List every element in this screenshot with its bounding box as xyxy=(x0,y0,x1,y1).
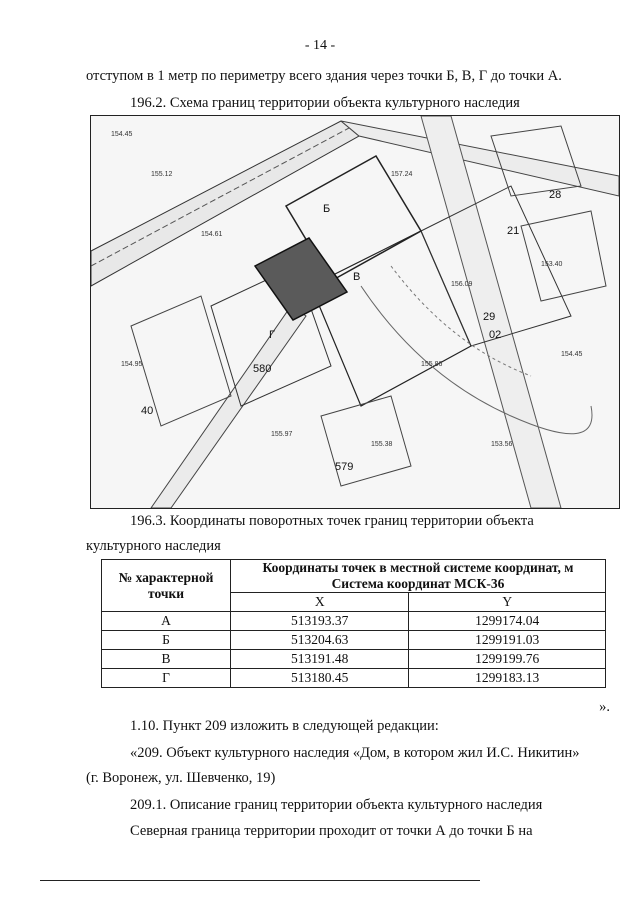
table-subheader-y: Y xyxy=(409,593,606,612)
svg-text:154.45: 154.45 xyxy=(111,131,133,138)
svg-text:155.86: 155.86 xyxy=(421,361,443,368)
table-cell-x: 513193.37 xyxy=(231,612,409,631)
table-cell-point: Б xyxy=(102,631,231,650)
table-row xyxy=(102,650,606,669)
table-cell-x: 513180.45 xyxy=(231,669,409,688)
map-label-point-g: Г xyxy=(269,329,275,341)
table-cell-y: 1299191.03 xyxy=(409,631,606,650)
svg-text:157.24: 157.24 xyxy=(391,171,413,178)
map-label-point-v: В xyxy=(353,271,361,283)
map-label-28: 28 xyxy=(549,189,562,201)
map-label-02: 02 xyxy=(489,329,502,341)
table-cell-y: 1299183.13 xyxy=(409,669,606,688)
item-209-address: (г. Воронеж, ул. Шевченко, 19) xyxy=(86,770,276,786)
map-label-40: 40 xyxy=(141,405,154,417)
map-label-point-b: Б xyxy=(323,203,331,215)
table-row xyxy=(102,631,606,650)
map-label-580: 580 xyxy=(253,363,272,375)
coords-caption-1: 196.3. Координаты поворотных точек границ территории объекта xyxy=(130,513,534,529)
map-label-21: 21 xyxy=(507,225,520,237)
table-header-coords: Координаты точек в местной системе координат, м Система координат МСК-36 xyxy=(231,560,606,593)
footer-rule xyxy=(40,880,480,881)
description-heading: 209.1. Описание границ территории объекта культурного наследия xyxy=(130,797,543,813)
table-row xyxy=(102,669,606,688)
svg-text:155.97: 155.97 xyxy=(271,431,293,438)
cadastral-map xyxy=(90,115,620,509)
coordinates-table xyxy=(101,559,606,688)
svg-text:156.09: 156.09 xyxy=(451,281,473,288)
svg-text:153.56: 153.56 xyxy=(491,441,513,448)
map-label-579: 579 xyxy=(335,461,354,473)
svg-text:154.45: 154.45 xyxy=(561,351,583,358)
table-row xyxy=(102,612,606,631)
table-header-point: № характерной точки xyxy=(102,560,231,612)
table-subheader-x: X xyxy=(231,593,409,612)
coords-caption-2: культурного наследия xyxy=(86,538,221,554)
closing-quote: ». xyxy=(599,699,610,715)
table-cell-x: 513191.48 xyxy=(231,650,409,669)
table-cell-point: Г xyxy=(102,669,231,688)
table-cell-y: 1299199.76 xyxy=(409,650,606,669)
table-cell-point: А xyxy=(102,612,231,631)
svg-text:154.61: 154.61 xyxy=(201,231,223,238)
page-number: - 14 - xyxy=(304,38,336,53)
svg-text:155.38: 155.38 xyxy=(371,441,393,448)
table-cell-point: В xyxy=(102,650,231,669)
map-label-29: 29 xyxy=(483,311,496,323)
svg-text:154.95: 154.95 xyxy=(121,361,143,368)
svg-text:153.40: 153.40 xyxy=(541,261,563,268)
svg-text:155.12: 155.12 xyxy=(151,171,173,178)
item-209-title: «209. Объект культурного наследия «Дом, в котором жил И.С. Никитин» xyxy=(130,745,580,761)
intro-line: отступом в 1 метр по периметру всего здания через точки Б, В, Г до точки А. xyxy=(86,68,562,84)
scheme-caption: 196.2. Схема границ территории объекта культурного наследия xyxy=(130,95,520,111)
table-cell-x: 513204.63 xyxy=(231,631,409,650)
description-text: Северная граница территории проходит от точки А до точки Б на xyxy=(130,823,533,839)
table-cell-y: 1299174.04 xyxy=(409,612,606,631)
amendment-line: 1.10. Пункт 209 изложить в следующей редакции: xyxy=(130,718,439,734)
cadastral-map-drawing xyxy=(91,116,619,508)
